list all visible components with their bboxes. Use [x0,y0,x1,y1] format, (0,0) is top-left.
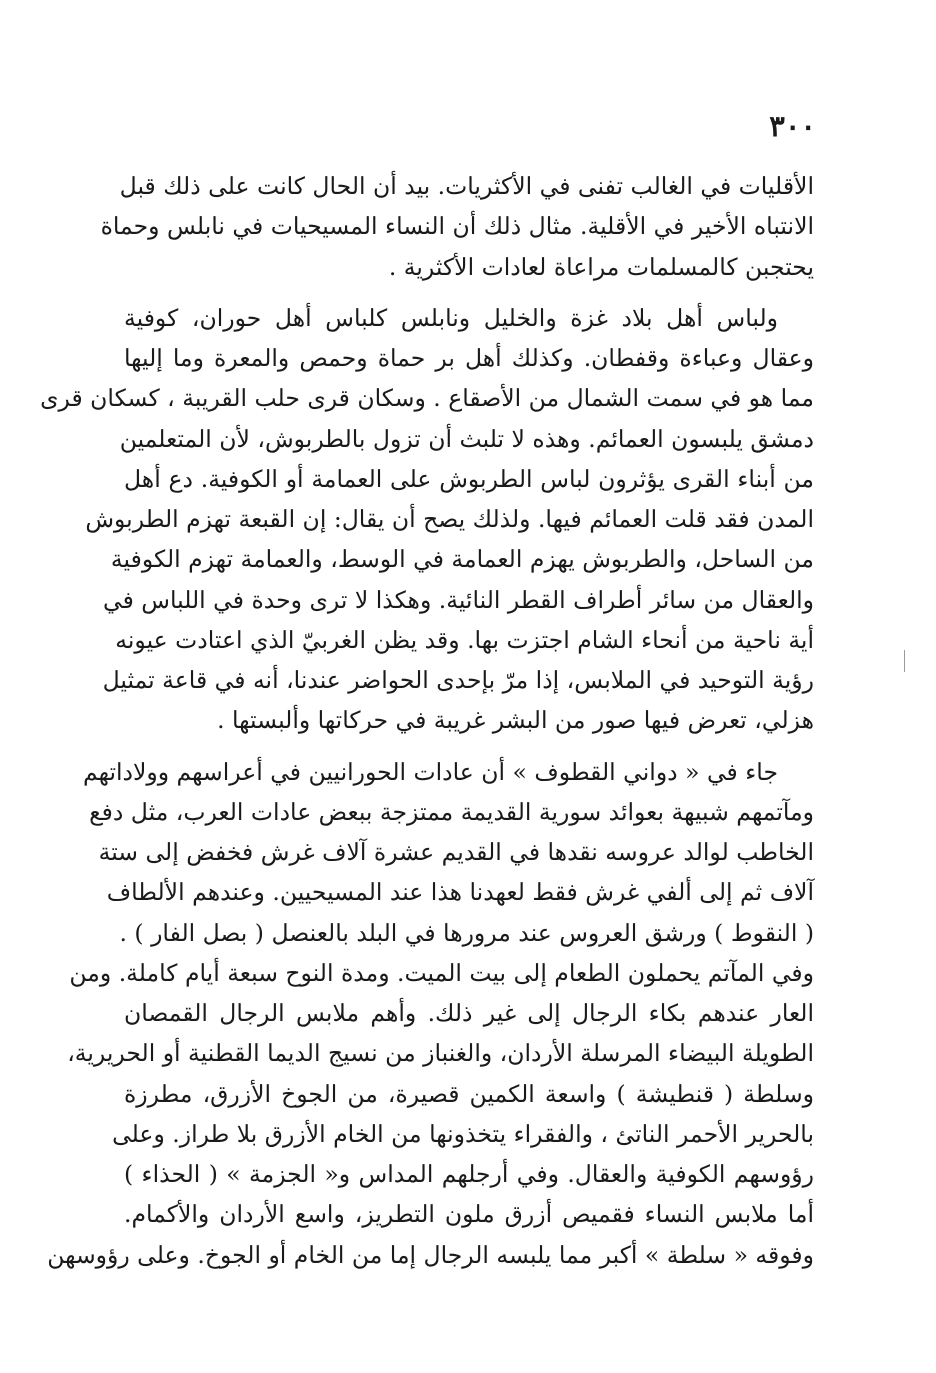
text-line: رؤوسهم الكوفية والعقال. وفي أرجلهم المداس و« الجزمة » ( الحذاء ) [124,1160,814,1188]
text-line: جاء في « دواني القطوف » أن عادات الحورانيين في أعراسهم وولاداتهم [82,757,778,786]
text-line: وسلطة ( قنطيشة ) واسعة الكمين قصيرة، من الجوخ الأزرق، مطرزة [124,1079,814,1108]
text-line: الخاطب لوالد عروسه نقدها في القديم عشرة آلاف غرش فخفض إلى ستة [98,838,814,866]
page-number: ٣٠٠ [769,109,816,143]
text-line: أية ناحية من أنحاء الشام اجتزت بها. وقد يظن الغربيّ الذي اعتادت عيونه [115,625,814,654]
text-line: بالحرير الأحمر الناتئ ، والفقراء يتخذونها من الخام الأزرق بلا طراز. وعلى [112,1119,814,1148]
text-line: رؤية التوحيد في الملابس، إذا مرّ بإحدى الحواضر عندنا، أنه في قاعة تمثيل [102,666,814,694]
body-text [40,166,814,1275]
paragraph-1 [100,166,814,287]
text-line: ومآتمهم شبيهة بعوائد سورية القديمة ممتزجة ببعض عادات العرب، مثل دفع [89,797,814,826]
text-line: مما هو في سمت الشمال من الأصقاع . وسكان قرى حلب القريبة ، كسكان قرى [40,384,814,413]
scan-edge-mark [904,650,905,672]
text-line: الطويلة البيضاء المرسلة الأردان، والغنباز من نسيج الديما القطنية أو الحريرية، [67,1039,814,1068]
text-line: دمشق يلبسون العمائم. وهذه لا تلبث أن تزول بالطربوش، لأن المتعلمين [119,424,814,453]
text-line: من أبناء القرى يؤثرون لباس الطربوش على العمامة أو الكوفية. دع أهل [124,464,814,493]
text-line: آلاف ثم إلى ألفي غرش فقط لعهدنا هذا عند المسيحيين. وعندهم الألطاف [106,878,814,907]
text-line: الأقليات في الغالب تفنى في الأكثريات. بيد أن الحال كانت على ذلك قبل [119,172,814,200]
text-line: وفي المآتم يحملون الطعام إلى بيت الميت. ومدة النوح سبعة أيام كاملة. ومن [69,958,814,987]
text-line: الانتباه الأخير في الأقلية. مثال ذلك أن النساء المسيحيات في نابلس وحماة [100,212,814,241]
paragraph-gap [124,287,814,298]
paragraph-gap [124,741,814,752]
text-line: العار عندهم بكاء الرجال إلى غير ذلك. وأهم ملابس الرجال القمصان [124,999,814,1027]
text-line: ولباس أهل بلاد غزة والخليل ونابلس كلباس أهل حوران، كوفية [124,303,778,332]
text-line: هزلي، تعرض فيها صور من البشر غريبة في حركاتها وألبستها . [217,706,814,735]
paragraph-3 [47,752,814,1275]
text-line: وفوقه « سلطة » أكبر مما يلبسه الرجال إما من الخام أو الجوخ. وعلى رؤوسهن [47,1240,814,1269]
text-line: وعقال وعباءة وقفطان. وكذلك أهل بر حماة وحمص والمعرة وما إليها [124,344,814,372]
paragraph-2 [40,298,814,741]
text-line: يحتجبن كالمسلمات مراعاة لعادات الأكثرية . [388,252,814,281]
text-line: أما ملابس النساء فقميص أزرق ملون التطريز، واسع الأردان والأكمام. [124,1200,814,1229]
text-line: من الساحل، والطربوش يهزم العمامة في الوسط، والعمامة تهزم الكوفية [110,545,814,574]
text-line: والعقال من سائر أطراف القطر النائية. وهكذا لا ترى وحدة في اللباس في [103,585,814,614]
text-line: المدن فقد قلت العمائم فيها. ولذلك يصح أن يقال: إن القبعة تهزم الطربوش [85,505,814,533]
text-line: ( النقوط ) ورشق العروس عند مرورها في البلد بالعنصل ( بصل الفار ) . [119,918,814,947]
